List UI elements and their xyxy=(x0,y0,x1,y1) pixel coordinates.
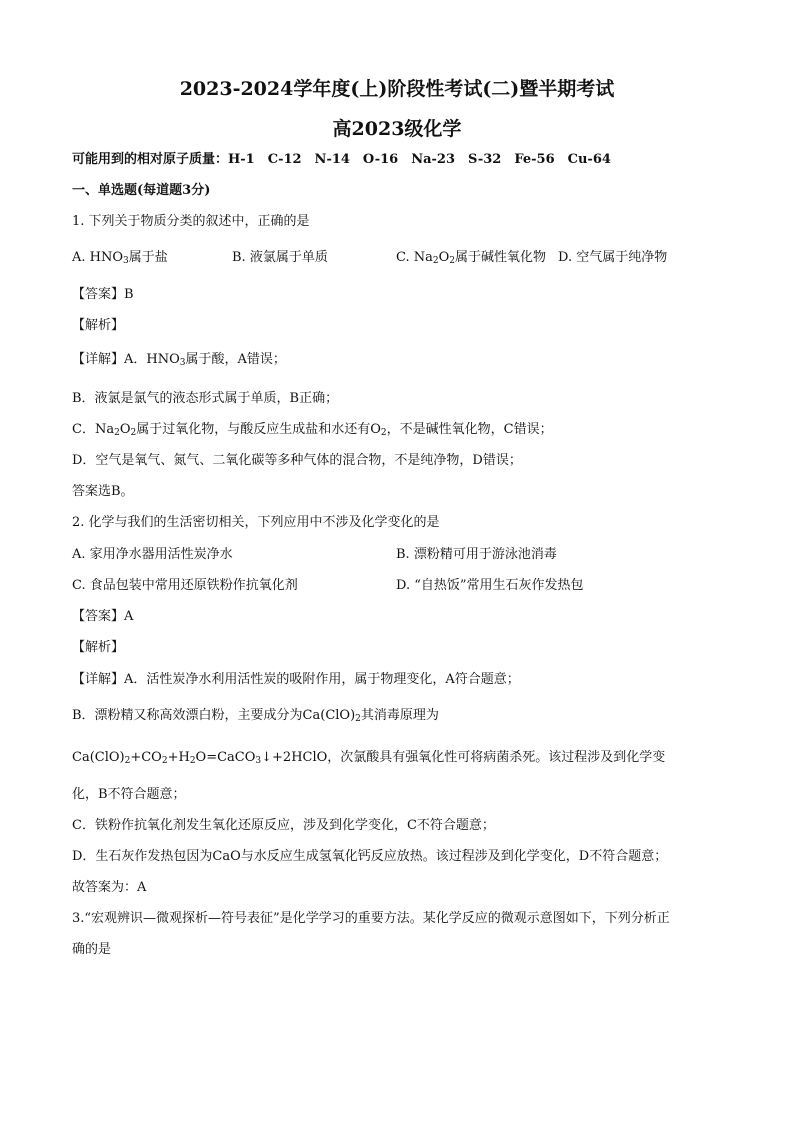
question-1-stem: 1. 下列关于物质分类的叙述中，正确的是 xyxy=(72,214,310,229)
question-1-option-b: B. 液氯属于单质 xyxy=(232,250,328,265)
question-1-detail-d: D．空气是氧气、氮气、二氧化碳等多种气体的混合物，不是纯净物，D错误； xyxy=(72,453,522,468)
question-2-option-c: C. 食品包装中常用还原铁粉作抗氧化剂 xyxy=(72,578,298,593)
question-1-detail-c: C．$Na_2O_2$属于过氧化物，与酸反应生成盐和水还有$O_2$，不是碱性氧化物，C错误； xyxy=(72,422,553,438)
question-1-detail-b: B．液氯是氯气的液态形式属于单质，B正确； xyxy=(72,391,339,406)
question-1-option-a: A. $HNO_3$属于盐 xyxy=(72,250,168,266)
question-2-conclusion: 故答案为：A xyxy=(72,880,147,895)
exam-title: 2023-2024学年度(上)阶段性考试(二)暨半期考试 xyxy=(179,78,615,100)
question-3-stem: 3.“宏观辨识—微观探析—符号表征”是化学学习的重要方法。某化学反应的微观示意图如下，下列分析正 xyxy=(72,911,670,926)
question-2-equation: $Ca(ClO)_2+CO_2+H_2O=CaCO_3↓+2HClO$，次氯酸具有强氧化性可将病菌杀死。该过程涉及到化学变 xyxy=(72,750,666,766)
question-2-option-b: B. 漂粉精可用于游泳池消毒 xyxy=(396,547,557,562)
question-2-detail-c: C．铁粉作抗氧化剂发生氧化还原反应，涉及到化学变化，C不符合题意； xyxy=(72,818,495,833)
question-2-detail-a: 【详解】A．活性炭净水利用活性炭的吸附作用，属于物理变化，A符合题意； xyxy=(72,672,520,687)
exam-subtitle: 高2023级化学 xyxy=(332,118,462,140)
question-1-option-d: D. 空气属于纯净物 xyxy=(558,250,668,265)
question-1-option-c: C. $Na_2O_2$属于碱性氧化物 xyxy=(396,250,547,266)
question-2-stem: 2. 化学与我们的生活密切相关，下列应用中不涉及化学变化的是 xyxy=(72,515,440,530)
question-2-option-d: D. “自热饭”常用生石灰作发热包 xyxy=(396,578,584,593)
question-1-conclusion: 答案选B。 xyxy=(72,484,134,499)
question-1-detail-a: 【详解】A．$HNO_3$属于酸，A错误； xyxy=(72,352,286,368)
question-2-equation-continued: 化，B不符合题意； xyxy=(72,787,186,802)
question-2-analysis-label: 【解析】 xyxy=(72,640,125,655)
question-2-answer: 【答案】A xyxy=(72,609,134,624)
question-2-detail-b: B．漂粉精又称高效漂白粉，主要成分为$Ca(ClO)_2$其消毒原理为 xyxy=(72,708,439,724)
question-1-answer: 【答案】B xyxy=(72,287,134,302)
question-2-option-a: A. 家用净水器用活性炭净水 xyxy=(72,547,233,562)
question-1-analysis-label: 【解析】 xyxy=(72,318,125,333)
question-3-stem-continued: 确的是 xyxy=(72,942,112,957)
question-2-detail-d: D．生石灰作发热包因为CaO与水反应生成氢氧化钙反应放热。该过程涉及到化学变化，D不符合题意； xyxy=(72,849,668,864)
section-heading: 一、单选题(每道题3分) xyxy=(72,183,211,198)
atomic-mass-note: 可能用到的相对原子质量：H-1 C-12 N-14 O-16 Na-23 S-32 Fe-56 Cu-64 xyxy=(72,152,611,167)
